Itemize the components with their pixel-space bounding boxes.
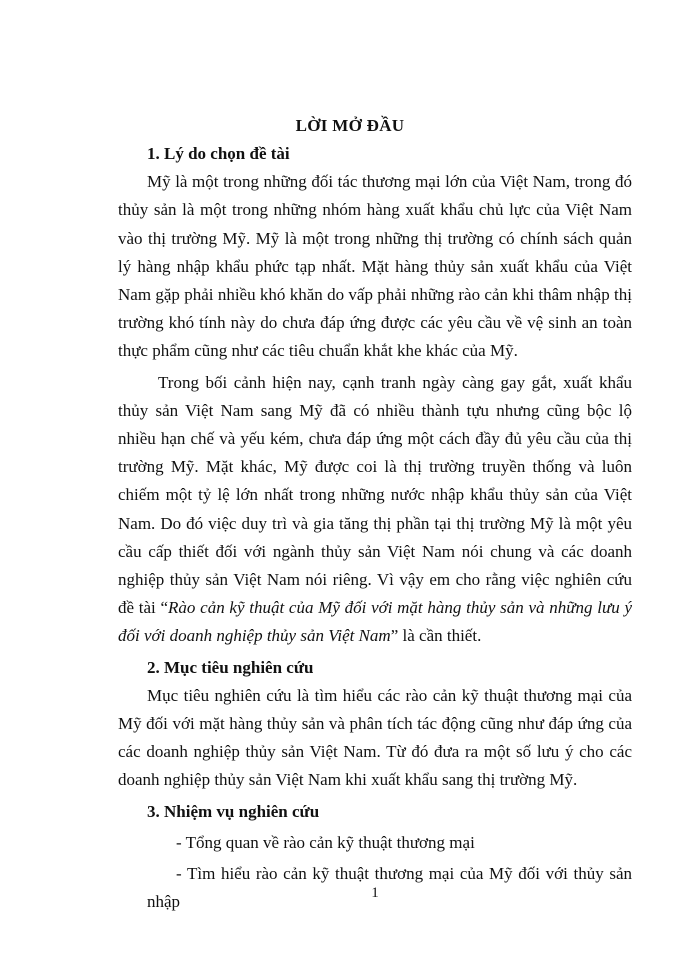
section-heading-objective: 2. Mục tiêu nghiên cứu [147, 657, 314, 677]
page-title: LỜI MỞ ĐẦU [295, 116, 405, 135]
paragraph-objective: Mục tiêu nghiên cứu là tìm hiểu các rào cản kỹ thuật thương mại của Mỹ đối với mặt hàng thủy sản và phân tích tác động cũng như đáp ứng của các doanh nghiệp thủy sản Việt Nam. Từ đó đưa ra một số lưu ý cho các doanh nghiệp thủy sản Việt Nam khi xuất khẩu sang thị trường Mỹ. [118, 685, 632, 790]
task-item-1: - Tổng quan về rào cản kỹ thuật thương mại [176, 832, 475, 852]
task-item-2: - Tìm hiểu rào cản kỹ thuật thương mại của Mỹ đối với thủy sản nhập [147, 864, 632, 912]
page-number: 1 [371, 885, 379, 901]
paragraph-reason-2 [118, 369, 632, 651]
thesis-topic: Rào cản kỹ thuật của Mỹ đối với mặt hàng thủy sản và những lưu ý đối với doanh nghiệp thủy sản Việt Nam [118, 598, 632, 646]
section-heading-tasks: 3. Nhiệm vụ nghiên cứu [147, 801, 320, 821]
paragraph-reason-1: Mỹ là một trong những đối tác thương mại lớn của Việt Nam, trong đó thủy sản là một trong những nhóm hàng xuất khẩu chủ lực của Việt Nam vào thị trường Mỹ. Mỹ là một trong những thị trường có chính sách quản lý hàng nhập khẩu phức tạp nhất. Mặt hàng thủy sản xuất khẩu của Việt Nam gặp phải nhiều khó khăn do vấp phải những rào cản khi thâm nhập thị trường khó tính này do chưa đáp ứng được các yêu cầu về vệ sinh an toàn thực phẩm cũng như các tiêu chuẩn khắt khe khác của Mỹ. [118, 172, 632, 361]
paragraph-reason-2-end: ” là cần thiết. [390, 626, 482, 646]
section-heading-reason: 1. Lý do chọn đề tài [147, 144, 290, 163]
paragraph-reason-2-start: Trong bối cảnh hiện nay, cạnh tranh ngày càng gay gắt, xuất khẩu thủy sản Việt Nam sang Mỹ đã có nhiều thành tựu nhưng cũng bộc lộ nhiều hạn chế và yếu kém, chưa đáp ứng một cách đầy đủ yêu cầu của thị trường Mỹ. Mặt khác, Mỹ được coi là thị trường truyền thống và luôn chiếm một tỷ lệ lớn nhất trong những nước nhập khẩu thủy sản của Việt Nam. Do đó việc duy trì và gia tăng thị phần tại thị trường Mỹ là một yêu cầu cấp thiết đối với ngành thủy sản Việt Nam nói chung và các doanh nghiệp thủy sản Việt Nam nói riêng. Vì vậy em cho rằng việc nghiên cứu đề tài “ [118, 372, 632, 618]
document-body [118, 140, 632, 916]
